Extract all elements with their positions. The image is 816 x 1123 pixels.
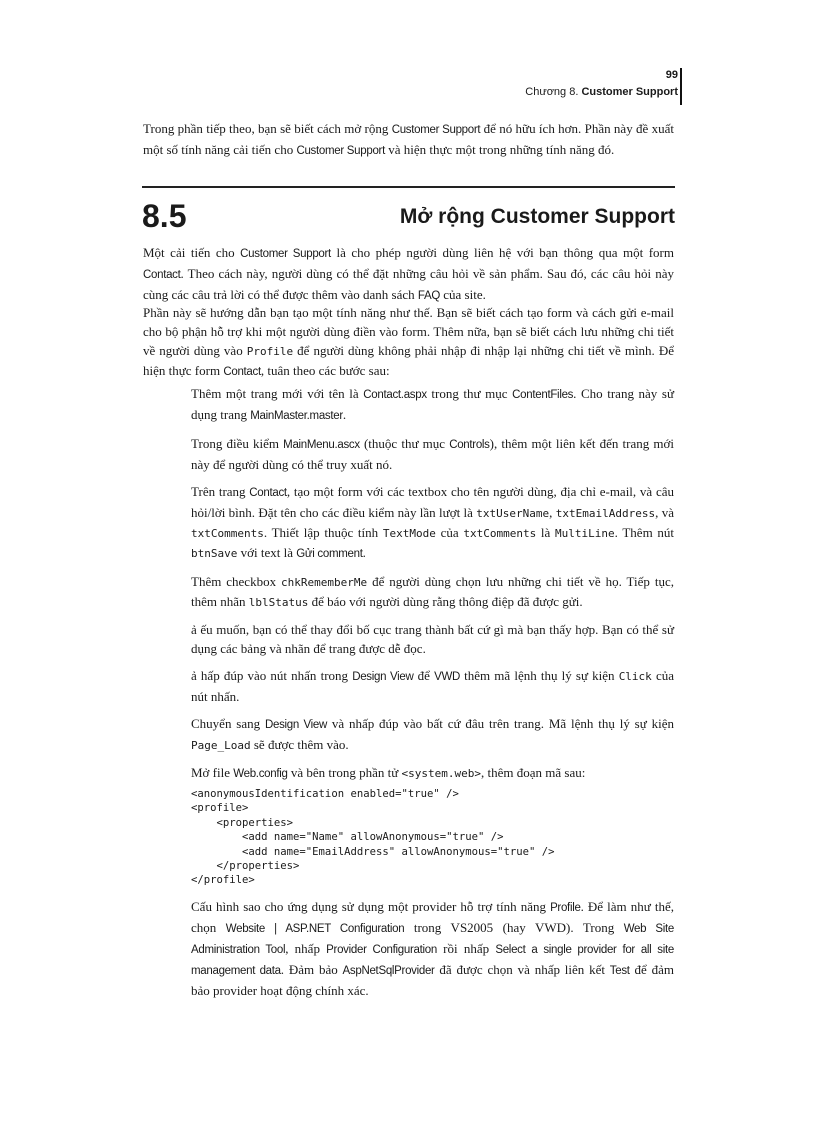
text-run: , nhấp <box>285 940 327 956</box>
term: Customer Support <box>240 248 331 260</box>
section-heading <box>142 196 675 236</box>
term: Web Site Administration Tool <box>191 922 674 956</box>
term: VWD <box>434 671 461 683</box>
text-run: của site. <box>440 287 486 302</box>
text-run: Một cải tiến cho <box>143 245 241 260</box>
code-term: Page_Load <box>191 739 251 752</box>
chapter-line <box>525 84 678 100</box>
text-run: để <box>413 668 435 683</box>
term: MainMaster.master <box>250 410 343 422</box>
code-term: <system.web> <box>401 767 481 780</box>
text-run: (thuộc thư mục <box>359 436 450 451</box>
text-run: đã được chọn và nhấp liên kết <box>434 961 610 977</box>
text-run: . Để làm như thế, chọn <box>191 898 674 935</box>
page-number: 99 <box>665 69 678 81</box>
text-run: , tuân theo các bước sau: <box>260 363 390 378</box>
term: Contact <box>143 269 181 281</box>
header-rule <box>680 68 682 105</box>
term: Gửi comment <box>296 548 363 560</box>
section-title: Mở rộng Customer Support <box>399 205 675 228</box>
term: Design View <box>352 671 414 683</box>
body-paragraph-1 <box>143 243 674 306</box>
text-run: là <box>536 525 556 540</box>
text-run: thêm mã lệnh thụ lý sự kiện <box>460 668 619 683</box>
text-run: để đảm bảo provider hoạt động chính xác. <box>191 961 674 998</box>
step-8 <box>191 763 674 784</box>
text-run: của <box>435 525 464 540</box>
term: Controls <box>449 439 490 451</box>
text-run: ả ếu muốn, bạn có thể thay đổi bố cục trang thành bất cứ gì mà bạn thấy hợp. Bạn có thể sử dụng các bảng và nhãn để trang được dễ đọc. <box>191 622 674 656</box>
code-block-web-config: <anonymousIdentification enabled="true" /> <profile> <properties> <add name="Name" allowAnonymous="true" /> <add name="EmailAddress" allowAnonymous="true" /> </properties> </profile> <box>191 788 555 887</box>
text-run: với text là <box>237 545 297 560</box>
text-run: để người dùng chọn lưu những chi tiết về họ. Tiếp tục, thêm nhãn <box>191 574 675 609</box>
code-term: btnSave <box>191 547 238 560</box>
text-run: là cho phép người dùng liên hệ với bạn thông qua một form <box>330 245 674 260</box>
text-run: ả hấp đúp vào nút nhấn trong <box>191 668 353 683</box>
chapter-prefix: Chương 8. <box>525 86 579 98</box>
text-run: và bên trong phần tử <box>287 765 402 780</box>
term: Website | ASP.NET Configuration <box>225 922 405 935</box>
term: Test <box>609 964 630 977</box>
code-term: lblStatus <box>248 596 309 609</box>
text-run: . Thiết lập thuộc tính <box>263 525 383 540</box>
text-run: và nhấp đúp vào bất cứ đâu trên trang. Mã lệnh thụ lý sự kiện <box>326 716 674 731</box>
term: AspNetSqlProvider <box>342 964 435 977</box>
code-term: txtComments <box>463 527 537 540</box>
text-run: Thêm một trang mới với tên là <box>191 386 364 401</box>
step-6 <box>191 666 674 706</box>
code-term: Click <box>618 670 652 683</box>
text-run: . <box>362 545 366 560</box>
text-run: Cấu hình sao cho ứng dụng sử dụng một provider hỗ trợ tính năng <box>191 898 551 914</box>
term: Contact <box>223 366 261 378</box>
text-run: . Thêm nút <box>614 525 675 540</box>
intro-paragraph <box>143 119 674 161</box>
text-run: Chuyển sang <box>191 716 265 731</box>
text-run: trong VS2005 (hay VWD). Trong <box>404 919 624 935</box>
code-term: MultiLine <box>555 527 615 540</box>
text-run: . <box>342 407 347 422</box>
text-run: , thêm đoạn mã sau: <box>481 765 586 780</box>
term: Select a single provider for all site management data <box>191 943 674 977</box>
text-run: Trên trang <box>191 484 250 499</box>
term: FAQ <box>417 290 441 302</box>
text-run: để người dùng không phải nhập đi nhập lại những chi tiết về mình. Để hiện thực form <box>143 343 675 378</box>
code-term: txtEmailAddress <box>555 507 656 520</box>
step-9 <box>191 897 674 1000</box>
text-run: để báo với người dùng rằng thông điệp đã được gửi. <box>308 594 583 609</box>
text-run: rồi nhấp <box>436 940 496 956</box>
step-5 <box>191 620 674 658</box>
steps-list <box>191 384 674 1008</box>
text-run: , <box>549 505 556 520</box>
term: Provider Configuration <box>326 943 437 956</box>
text-run: để nó hữu ích hơn. Phần này đề xuất một số tính năng cải tiến cho <box>143 121 674 157</box>
step-7 <box>191 714 674 755</box>
term: Customer Support <box>296 145 385 157</box>
term: MainMenu.ascx <box>283 439 360 451</box>
text-run: của nút nhấn. <box>191 668 675 704</box>
term: Profile <box>550 901 581 914</box>
step-4 <box>191 572 674 612</box>
chapter-title: Customer Support <box>581 86 678 98</box>
text-run: sẽ được thêm vào. <box>250 737 349 752</box>
text-run: , và <box>655 505 675 520</box>
section-number: 8.5 <box>142 198 187 234</box>
text-run: . Cho trang này sử dụng trang <box>191 386 675 422</box>
code-term: chkRememberMe <box>281 576 368 589</box>
term: Contact.aspx <box>363 389 427 401</box>
text-run: Phần này sẽ hướng dẫn bạn tạo một tính năng như thế. Bạn sẽ biết cách tạo form và cách gửi e-mail cho bộ phận hỗ trợ khi một người dùng điền vào form. Thêm nữa, bạn sẽ biết cách lưu những chi tiết về người dùng vào <box>143 305 674 358</box>
text-run: . Theo cách này, người dùng có thể đặt những câu hỏi về sản phẩm. Sau đó, các câu hỏi này cùng các câu trả lời có thể được thêm vào danh sách <box>143 266 674 302</box>
running-header <box>525 68 678 100</box>
text-run: ), thêm một liên kết đến trang mới này để người dùng có thể truy xuất nó. <box>191 436 674 472</box>
text-run: Thêm checkbox <box>191 574 282 589</box>
section-rule <box>142 186 675 188</box>
step-3 <box>191 482 674 564</box>
text-run: , tạo một form với các textbox cho tên người dùng, địa chỉ e-mail, và câu hỏi/lời bình. Đặt tên cho các điều kiểm này lần lượt là <box>191 484 674 520</box>
term: Web.config <box>233 768 288 780</box>
text-run: và hiện thực một trong những tính năng đó. <box>384 142 615 157</box>
term: Design View <box>264 719 327 731</box>
code-term: Profile <box>246 345 294 358</box>
text-run: trong thư mục <box>426 386 513 401</box>
term: Contact <box>249 487 287 499</box>
text-run: Trong phần tiếp theo, bạn sẽ biết cách mở rộng <box>143 121 392 136</box>
text-run: Mở file <box>191 765 234 780</box>
step-2 <box>191 434 674 474</box>
code-term: txtUserName <box>476 507 550 520</box>
text-run: . Đảm bảo <box>280 961 343 977</box>
term: Customer Support <box>391 124 481 136</box>
code-term: txtComments <box>191 527 264 540</box>
text-run: Trong điều kiểm <box>191 436 284 451</box>
term: ContentFiles <box>512 389 574 401</box>
step-1 <box>191 384 674 426</box>
code-term: TextMode <box>382 527 436 540</box>
body-paragraph-2 <box>143 303 674 382</box>
